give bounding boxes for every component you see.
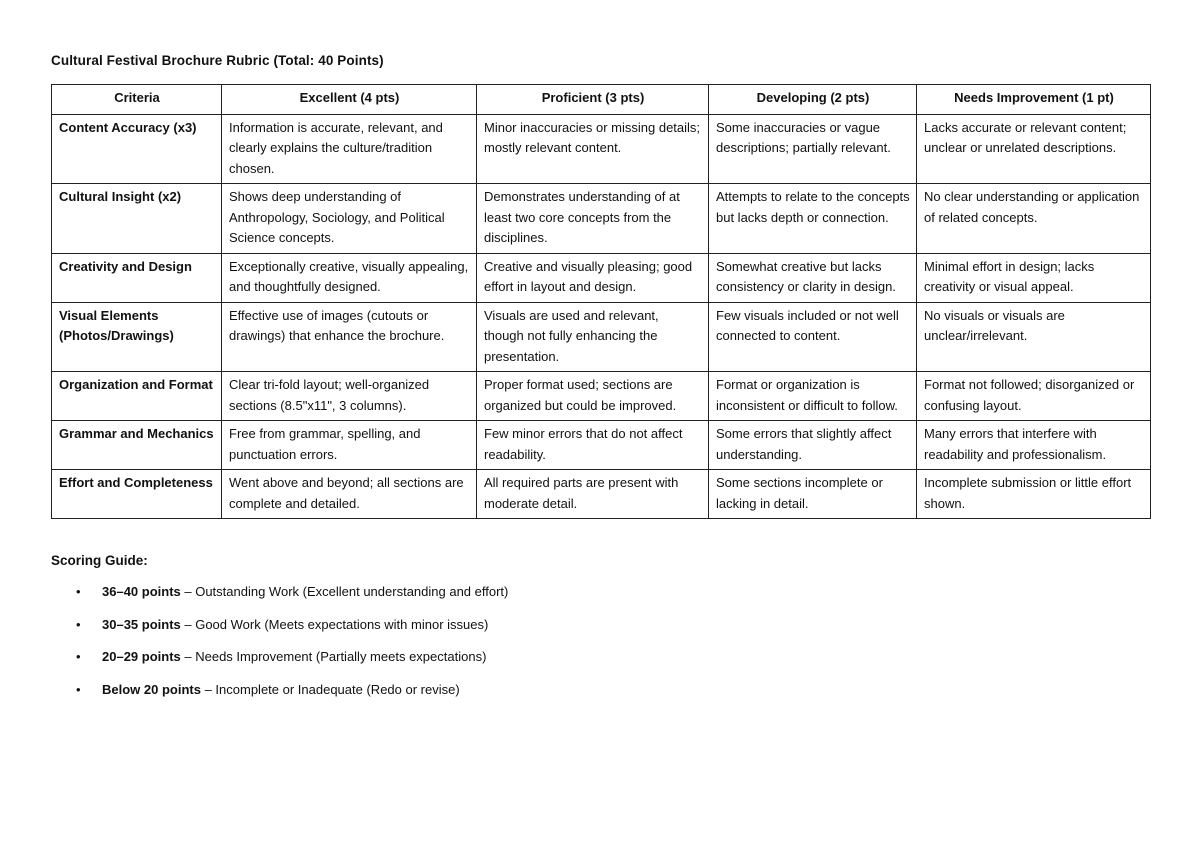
header-proficient: Proficient (3 pts): [477, 85, 709, 115]
list-item: [51, 615, 1151, 635]
scoring-guide-heading: Scoring Guide:: [51, 553, 148, 568]
rubric-table: [51, 84, 1151, 519]
needs-improvement-cell: Incomplete submission or little effort shown.: [917, 470, 1151, 519]
excellent-cell: Went above and beyond; all sections are complete and detailed.: [222, 470, 477, 519]
scoring-guide-list: [51, 582, 1151, 700]
excellent-cell: Shows deep understanding of Anthropology, Sociology, and Political Science concepts.: [222, 184, 477, 254]
developing-cell: Attempts to relate to the concepts but lacks depth or connection.: [709, 184, 917, 254]
table-row: [52, 184, 1151, 254]
needs-improvement-cell: Many errors that interfere with readability and professionalism.: [917, 421, 1151, 470]
proficient-cell: Proper format used; sections are organized but could be improved.: [477, 372, 709, 421]
developing-cell: Some errors that slightly affect understanding.: [709, 421, 917, 470]
proficient-cell: Creative and visually pleasing; good effort in layout and design.: [477, 253, 709, 302]
score-range: 30–35 points: [102, 616, 181, 632]
table-row: [52, 372, 1151, 421]
needs-improvement-cell: Minimal effort in design; lacks creativity or visual appeal.: [917, 253, 1151, 302]
developing-cell: Somewhat creative but lacks consistency or clarity in design.: [709, 253, 917, 302]
criteria-cell: Grammar and Mechanics: [52, 421, 222, 470]
needs-improvement-cell: No visuals or visuals are unclear/irrelevant.: [917, 302, 1151, 372]
list-item: [51, 680, 1151, 700]
header-needs-improvement: Needs Improvement (1 pt): [917, 85, 1151, 115]
criteria-cell: Cultural Insight (x2): [52, 184, 222, 254]
developing-cell: Few visuals included or not well connected to content.: [709, 302, 917, 372]
header-developing: Developing (2 pts): [709, 85, 917, 115]
bullet-icon: •: [76, 616, 81, 632]
criteria-cell: Organization and Format: [52, 372, 222, 421]
excellent-cell: Free from grammar, spelling, and punctuation errors.: [222, 421, 477, 470]
excellent-cell: Clear tri-fold layout; well-organized sections (8.5"x11", 3 columns).: [222, 372, 477, 421]
criteria-cell: Visual Elements (Photos/Drawings): [52, 302, 222, 372]
bullet-icon: •: [76, 584, 81, 599]
header-criteria: Criteria: [52, 85, 222, 115]
criteria-cell: Effort and Completeness: [52, 470, 222, 519]
proficient-cell: Minor inaccuracies or missing details; mostly relevant content.: [477, 114, 709, 184]
criteria-cell: Content Accuracy (x3): [52, 114, 222, 184]
rubric-header-row: [52, 85, 1151, 115]
excellent-cell: Information is accurate, relevant, and clearly explains the culture/tradition chosen.: [222, 114, 477, 184]
needs-improvement-cell: No clear understanding or application of related concepts.: [917, 184, 1151, 254]
excellent-cell: Exceptionally creative, visually appealing, and thoughtfully designed.: [222, 253, 477, 302]
needs-improvement-cell: Lacks accurate or relevant content; unclear or unrelated descriptions.: [917, 114, 1151, 184]
document-page: [51, 52, 1151, 712]
document-title: Cultural Festival Brochure Rubric (Total: 40 Points): [51, 53, 384, 68]
score-description: – Outstanding Work (Excellent understanding and effort): [180, 584, 509, 599]
proficient-cell: Visuals are used and relevant, though not fully enhancing the presentation.: [477, 302, 709, 372]
table-row: [52, 302, 1151, 372]
score-range: 20–29 points: [102, 649, 181, 664]
header-excellent: Excellent (4 pts): [222, 85, 477, 115]
developing-cell: Some inaccuracies or vague descriptions; partially relevant.: [709, 114, 917, 184]
table-row: [52, 253, 1151, 302]
developing-cell: Format or organization is inconsistent or difficult to follow.: [709, 372, 917, 421]
score-description: – Good Work (Meets expectations with minor issues): [180, 616, 489, 632]
table-row: [52, 114, 1151, 184]
score-description: – Needs Improvement (Partially meets expectations): [180, 649, 487, 664]
list-item: [51, 647, 1151, 667]
proficient-cell: Demonstrates understanding of at least two core concepts from the disciplines.: [477, 184, 709, 254]
score-range: Below 20 points: [102, 681, 201, 697]
bullet-icon: •: [76, 649, 81, 664]
proficient-cell: All required parts are present with moderate detail.: [477, 470, 709, 519]
table-row: [52, 421, 1151, 470]
score-description: – Incomplete or Inadequate (Redo or revise): [200, 681, 460, 697]
score-range: 36–40 points: [102, 584, 181, 599]
needs-improvement-cell: Format not followed; disorganized or confusing layout.: [917, 372, 1151, 421]
developing-cell: Some sections incomplete or lacking in detail.: [709, 470, 917, 519]
proficient-cell: Few minor errors that do not affect readability.: [477, 421, 709, 470]
excellent-cell: Effective use of images (cutouts or drawings) that enhance the brochure.: [222, 302, 477, 372]
table-row: [52, 470, 1151, 519]
list-item: [51, 582, 1151, 602]
criteria-cell: Creativity and Design: [52, 253, 222, 302]
bullet-icon: •: [76, 681, 81, 697]
